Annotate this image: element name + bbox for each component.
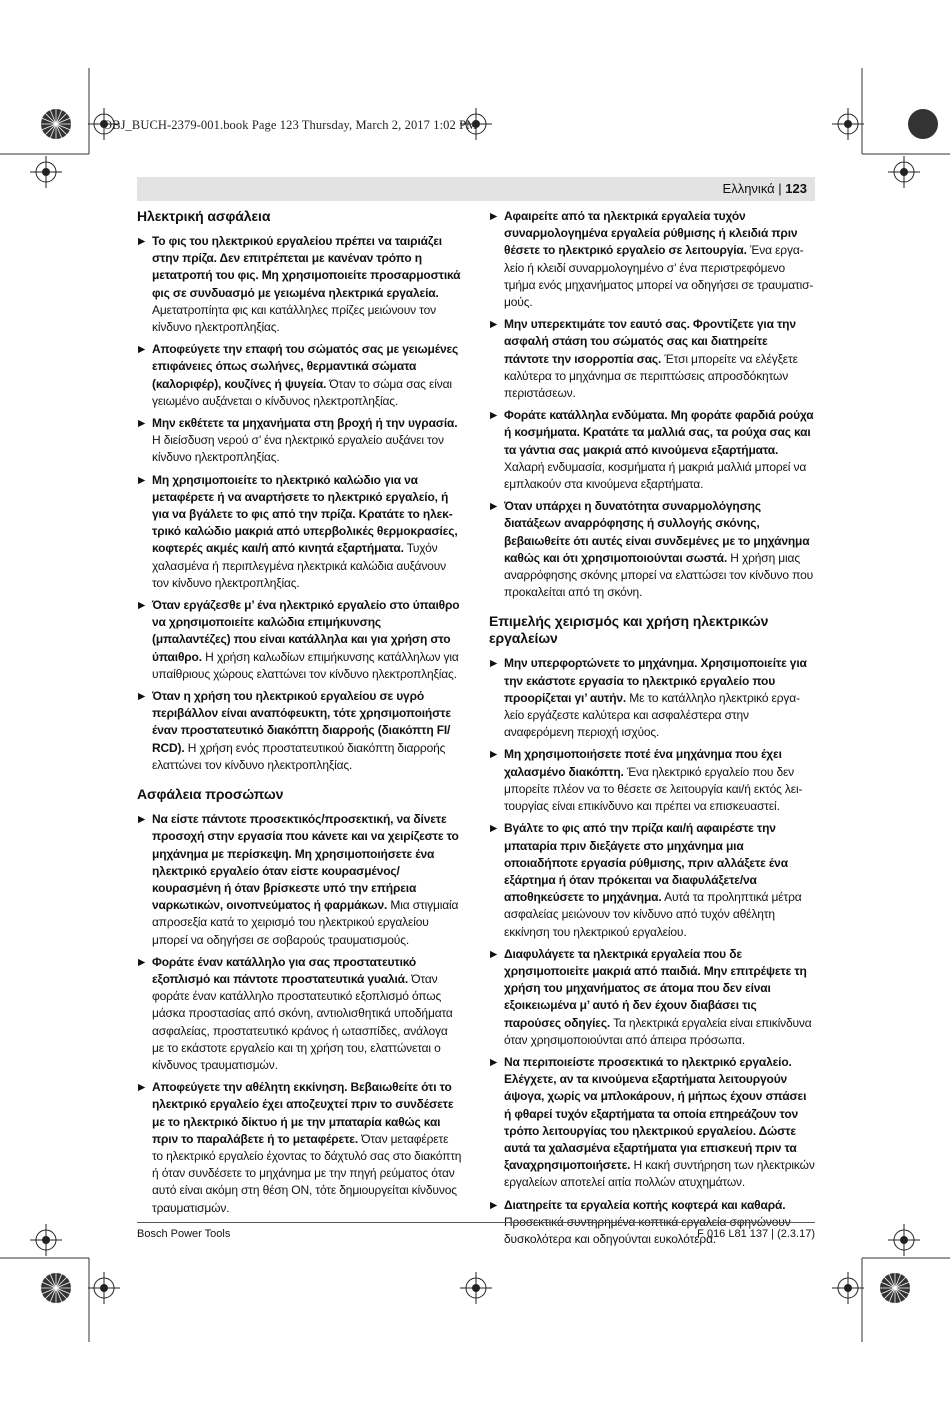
list-item [489, 208, 815, 311]
bullet-arrow-icon: ▶ [490, 410, 498, 422]
bullet-arrow-icon: ▶ [138, 344, 146, 356]
list-item [489, 946, 815, 1049]
right-column [489, 208, 815, 1253]
list-item [137, 811, 462, 949]
bullet-arrow-icon: ▶ [138, 418, 146, 430]
item-text: Όταν μεταφέρετε το ηλεκτρικό εργαλείο έχοντας το δάχτυλό σας στο διακόπτη ή όταν συνδέσετε το μηχάνημα με την πηγή ρεύματος όταν αυτό είναι ακόμη στη θέση ON, τότε δημιουργείται κίνδυνος τραυματισμών. [152, 1131, 462, 1215]
left-column [137, 208, 462, 1222]
item-bold-text: Όταν η χρήση του ηλεκτρικού εργαλείου σε υγρό περιβάλλον είναι αναπόφευκτη, τότε χρησιμοποιήστε έναν προστατευτικό διακόπτη διαρροής (διακόπτη FI/ RCD). [152, 689, 451, 755]
item-bold-text: Το φις του ηλεκτρικού εργαλείου πρέπει να ταιριάζει στην πρίζα. Δεν επιτρέπεται με κανέναν τρόπο η μετατροπή του φις. Μη χρησιμοποιείτε προσαρμοστικά φις σε συνδυασμό με γειωμένα ηλεκτρικά εργαλεία. [152, 234, 461, 300]
bullet-arrow-icon: ▶ [490, 211, 498, 222]
bullet-arrow-icon: ▶ [138, 474, 146, 486]
bullet-arrow-icon: ▶ [490, 1199, 498, 1211]
item-text: Η χρήση μιας αναρρόφησης σκόνης μπορεί να ελαττώσει τον κίνδυνο που προκαλείται από τη σκόνη. [504, 550, 814, 600]
item-text: Όταν φοράτε έναν κατάλληλο προστατευτικό εξοπλισμό όπως μάσκα προστασίας από σκόνη, αντιολισθητικά υποδήματα ασφαλείας, προστατευτικό κράνος ή ωτασπίδες, ανάλογα με το εκάστοτε εργαλείο και τη χρήση του, ελαττώνεται ο κίνδυνος τραυματισμών. [152, 971, 453, 1072]
item-bold-text: Μην υπερεκτιμάτε τον εαυτό σας. Φροντίζετε για την ασφαλή στάση του σώματός σας και διατηρείτε πάντοτε την ισορροπία σας. [504, 317, 796, 366]
bullet-arrow-icon: ▶ [490, 1056, 498, 1068]
item-bold-text: Όταν υπάρχει η δυνατότητα συναρμολόγησης διατάξεων αναρρόφησης ή συλλογής σκόνης, βεβαιωθείτε ότι αυτές είναι συνδεμένες με το μηχάνημα καθώς και ότι χρησιμοποιούνται σωστά. [504, 499, 810, 565]
item-text: Η διείσδυση νερού σ’ ένα ηλεκτρικό εργαλείο αυξάνει τον κίνδυνο ηλεκτροπληξίας. [152, 433, 444, 465]
list-electrical-safety [137, 233, 462, 774]
bullet-arrow-icon: ▶ [490, 658, 498, 670]
list-item [489, 498, 815, 601]
bullet-arrow-icon: ▶ [138, 236, 146, 247]
item-bold-text: Διαφυλάγετε τα ηλεκτρικά εργαλεία που δε χρησιμοποιείτε μακριά από παιδιά. Μην επιτρέψετε τη χρήση του μηχανήματος σε άτομα που δεν είναι εξοικειωμένα μ’ αυτό ή δεν έχουν διαβάσει τις παρούσες οδηγίες. [504, 946, 807, 1030]
item-bold-text: Φοράτε έναν κατάλληλο για σας προστατευτικό εξοπλισμό και πάντοτε προστατευτικά γυαλιά. [152, 954, 417, 986]
list-item [137, 1079, 462, 1217]
item-text: Τα ηλεκτρικά εργαλεία είναι επικίνδυνα όταν χρησιμοποιούνται από άπειρα πρόσωπα. [504, 1015, 812, 1047]
list-item [137, 954, 462, 1074]
list-personal-safety [137, 811, 462, 1217]
item-bold-text: Μην υπερφορτώνετε το μηχάνημα. Χρησιμοποιείτε για την εκάστοτε εργασία το ηλεκτρικό εργαλείο που προορίζεται γι’ αυτήν. [504, 656, 807, 705]
list-item [137, 472, 462, 592]
item-text: Έτσι μπορείτε να ελέγξετε καλύτερα το μηχάνημα σε περιπτώσεις απροσδόκητων περιστάσεων. [504, 351, 798, 401]
bullet-arrow-icon: ▶ [490, 501, 498, 513]
item-bold-text: Αφαιρείτε από τα ηλεκτρικά εργαλεία τυχόν συναρμολογημένα εργαλεία ρύθμισης ή κλειδιά πριν θέσετε το ηλεκτρικό εργαλείο σε λειτουργία. [504, 209, 798, 258]
header-text [723, 181, 807, 196]
list-item [137, 341, 462, 410]
page-number: 123 [785, 181, 807, 196]
bullet-arrow-icon: ▶ [138, 956, 146, 968]
list-item [489, 1054, 815, 1192]
header-separator: | [774, 181, 786, 196]
item-text: Όταν το σώμα σας είναι γειωμένο αυξάνεται ο κίνδυνος ηλεκτροπληξίας. [152, 376, 452, 408]
footer-doc-id: F 016 L81 137 | (2.3.17) [697, 1228, 815, 1240]
section-title-personal-safety: Ασφάλεια προσώπων [137, 786, 284, 803]
list-item [489, 316, 815, 402]
item-bold-text: Να είστε πάντοτε προσεκτικός/προσεκτική, να δίνετε προσοχή στην εργασία που κάνετε και να χειρίζεστε το μηχάνημα με περίσκεψη. Μη χρησιμοποιήσετε ένα ηλεκτρικό εργαλείο όταν είστε κουρασμένος/ κουρασμένη ή όταν βρίσκεστε υπό την επήρεια ναρκωτικών, οινοπνεύματος ή φαρμάκων. [152, 812, 459, 913]
list-item [137, 233, 462, 336]
item-bold-text: Όταν εργάζεσθε μ’ ένα ηλεκτρικό εργαλείο στο ύπαιθρο να χρησιμοποιείτε καλώδια επιμήκυνσης (μπαλαντέζες) που είναι κατάλληλα και για χρήση στο ύπαιθρο. [152, 598, 460, 664]
item-text: Ένα ηλεκτρικό εργαλείο που δεν μπορείτε πλέον να το θέσετε σε λειτουργία και/ή εκτός λει-τουργίας είναι επικίνδυνο και πρέπει να επισκευαστεί. [504, 764, 803, 814]
header-language: Ελληνικά [722, 181, 775, 196]
item-bold-text: Φοράτε κατάλληλα ενδύματα. Μη φοράτε φαρδιά ρούχα ή κοσμήματα. Κρατάτε τα μαλλιά σας, τα ρούχα σας και τα γάντια σας μακριά από κινούμενα εξαρτήματα. [504, 408, 814, 457]
item-bold-text: Αποφεύγετε την αθέλητη εκκίνηση. Βεβαιωθείτε ότι το ηλεκτρικό εργαλείο έχει αποζευχτεί πριν το συνδέσετε με το ηλεκτρικό δίκτυο ή με την μπαταρία καθώς και πριν το παραλάβετε ή το μεταφέρετε. [152, 1080, 454, 1146]
item-text: Η χρήση ενός προστατευτικού διακόπτη διαρροής ελαττώνει τον κίνδυνο ηλεκτροπληξίας. [152, 740, 446, 772]
footer-brand: Bosch Power Tools [137, 1228, 231, 1240]
list-personal-safety-cont [489, 208, 815, 601]
item-bold-text: Μην εκθέτετε τα μηχανήματα στη βροχή ή την υγρασία. [152, 416, 458, 431]
item-bold-text: Αποφεύγετε την επαφή του σώματός σας με γειωμένες επιφάνειες όπως σωλήνες, θερμαντικά σώματα (καλοριφέρ), κουζίνες ή ψυγεία. [152, 342, 459, 391]
item-bold-text: Μη χρησιμοποιήσετε ποτέ ένα μηχάνημα που έχει χαλασμένο διακόπτη. [504, 747, 782, 779]
page-header [137, 177, 815, 201]
list-tool-use [489, 655, 815, 1248]
book-info: OBJ_BUCH-2379-001.book Page 123 Thursday, March 2, 2017 1:02 PM [103, 118, 478, 132]
item-text: Τυχόν χαλασμένα ή περιπλεγμένα ηλεκτρικά καλώδια αυξάνουν τον κίνδυνο ηλεκτροπληξίας. [152, 541, 446, 590]
item-text: Αμετατροπίητα φις και κατάλληλες πρίζες μειώνουν τον κίνδυνο ηλεκτροπληξίας. [152, 302, 436, 335]
list-item [137, 597, 462, 683]
bullet-arrow-icon: ▶ [138, 691, 146, 703]
bullet-arrow-icon: ▶ [490, 948, 498, 960]
list-item [489, 820, 815, 940]
list-item [137, 415, 462, 467]
list-item [489, 746, 815, 815]
item-text: Με το κατάλληλο ηλεκτρικό εργα-λείο εργάζεστε καλύτερα και ασφαλέστερα στην αναφερόμενη περιοχή ισχύος. [504, 690, 800, 740]
bullet-arrow-icon: ▶ [490, 749, 498, 761]
bullet-arrow-icon: ▶ [138, 600, 146, 612]
section-title-electrical-safety: Ηλεκτρική ασφάλεια [137, 208, 271, 224]
list-item [137, 688, 462, 774]
item-text: Η χρήση καλωδίων επιμήκυνσης κατάλληλων για υπαίθριους χώρους ελαττώνει τον κίνδυνο ηλεκτροπληξίας. [152, 649, 459, 681]
section-title-tool-use: Επιμελής χειρισμός και χρήση ηλεκτρικών εργαλείων [489, 613, 769, 647]
item-text: Μια στιγμιαία απροσεξία κατά το χειρισμό του ηλεκτρικού εργαλείου μπορεί να οδηγήσει σε σοβαρούς τραυματισμούς. [152, 898, 459, 947]
list-item [489, 655, 815, 741]
bullet-arrow-icon: ▶ [490, 319, 498, 331]
list-item [489, 407, 815, 493]
item-text: Χαλαρή ενδυμασία, κοσμήματα ή μακριά μαλλιά μπορεί να εμπλακούν στα κινούμενα εξαρτήματα. [504, 459, 807, 492]
item-text: Προσεκτικά συντηρημένα κοπτικά εργαλεία σφηνώνουν δυσκολότερα και οδηγούνται ευκολότερα. [504, 1214, 791, 1246]
item-bold-text: Να περιποιείστε προσεκτικά το ηλεκτρικό εργαλείο. Ελέγχετε, αν τα κινούμενα εξαρτήματα λειτουργούν άψογα, χωρίς να μπλοκάρουν, ή μήπως έχουν σπάσει ή φθαρεί τυχόν εξαρτήματα τα οποία επηρεάζουν τον τρόπο λειτουργίας του ηλεκτρικού εργαλείου. Δώστε αυτά τα χαλασμένα εξαρτήματα για επισκευή πριν τα ξαναχρησιμοποιήσετε. [504, 1054, 807, 1173]
item-bold-text: Διατηρείτε τα εργαλεία κοπής κοφτερά και καθαρά. [504, 1197, 786, 1212]
item-bold-text: Βγάλτε το φις από την πρίζα και/ή αφαιρέστε την μπαταρία πριν διεξάγετε στο μηχάνημα μια οποιαδήποτε εργασία ρύθμισης, πριν αλλάξετε ένα εξάρτημα ή όταν πρόκειται να διαφυλάξετε/να αποθηκεύσετε το μηχάνημα. [504, 821, 788, 905]
item-text: Αυτά τα προληπτικά μέτρα ασφαλείας μειώνουν τον κίνδυνο από τυχόν αθέλητη εκκίνηση του ηλεκτρικού εργαλείου. [504, 890, 802, 939]
item-text: Ένα εργα-λείο ή κλειδί συναρμολογημένο σ’ ένα περιστρεφόμενο τμήμα ενός μηχανήματος μπορεί να οδηγήσει σε τραυματισ-μούς. [504, 243, 814, 310]
bullet-arrow-icon: ▶ [138, 1082, 146, 1094]
footer-divider [137, 1222, 815, 1223]
item-text: Η κακή συντήρηση των ηλεκτρικών εργαλείων αποτελεί αιτία πολλών ατυχημάτων. [504, 1158, 815, 1190]
item-bold-text: Μη χρησιμοποιείτε το ηλεκτρικό καλώδιο για να μεταφέρετε ή να αναρτήσετε το ηλεκτρικό εργαλείο, ή για να βγάλετε το φις από την πρίζα. Κρατάτε το ηλεκ-τρικό καλώδιο μακριά από υπερβολικές θερμοκρασίες, κοφτερές ακμές και/ή από κινητά εξαρτήματα. [152, 472, 458, 556]
bullet-arrow-icon: ▶ [138, 814, 146, 826]
bullet-arrow-icon: ▶ [490, 823, 498, 835]
